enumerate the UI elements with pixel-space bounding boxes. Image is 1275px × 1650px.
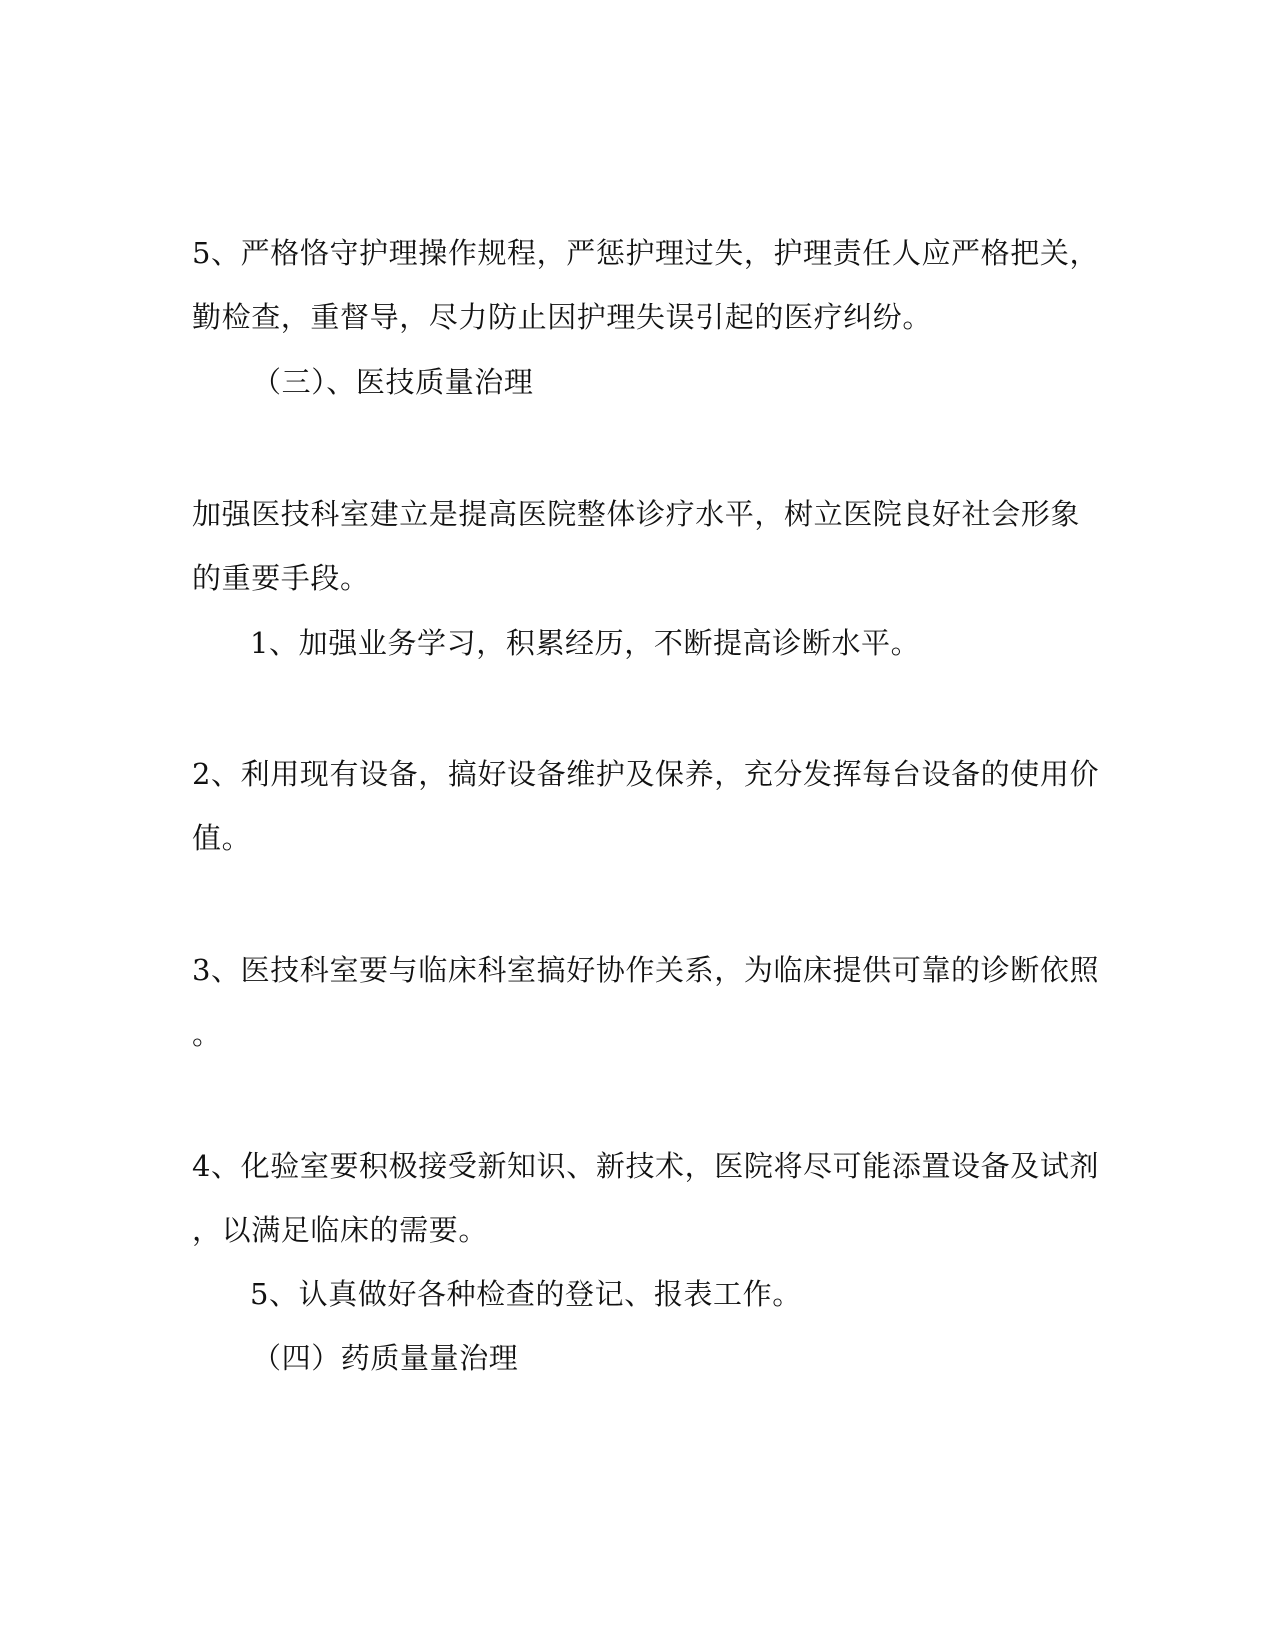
section-heading: （三）、医技质量治理 — [252, 365, 534, 399]
list-item: 2、利用现有设备，搞好设备维护及保养，充分发挥每台设备的使用价 — [192, 757, 1100, 791]
list-item: 5、认真做好各种检查的登记、报表工作。 — [250, 1277, 802, 1311]
paragraph-line: 5、严格恪守护理操作规程，严惩护理过失，护理责任人应严格把关， — [192, 236, 1100, 270]
list-item: 4、化验室要积极接受新知识、新技术，医院将尽可能添置设备及试剂 — [192, 1149, 1100, 1183]
list-item-continuation: ，以满足临床的需要。 — [192, 1213, 489, 1247]
paragraph-line: 勤检查，重督导，尽力防止因护理失误引起的医疗纠纷。 — [192, 300, 933, 334]
list-item-continuation: 值。 — [192, 821, 252, 855]
list-item: 1、加强业务学习，积累经历，不断提高诊断水平。 — [250, 626, 921, 660]
list-item: 3、医技科室要与临床科室搞好协作关系，为临床提供可靠的诊断依照 — [192, 953, 1100, 987]
section-heading: （四）药质量量治理 — [252, 1341, 519, 1375]
paragraph-line: 的重要手段。 — [192, 561, 370, 595]
list-item-continuation: 。 — [192, 1017, 222, 1051]
paragraph-line: 加强医技科室建立是提高医院整体诊疗水平，树立医院良好社会形象 — [192, 497, 1081, 531]
